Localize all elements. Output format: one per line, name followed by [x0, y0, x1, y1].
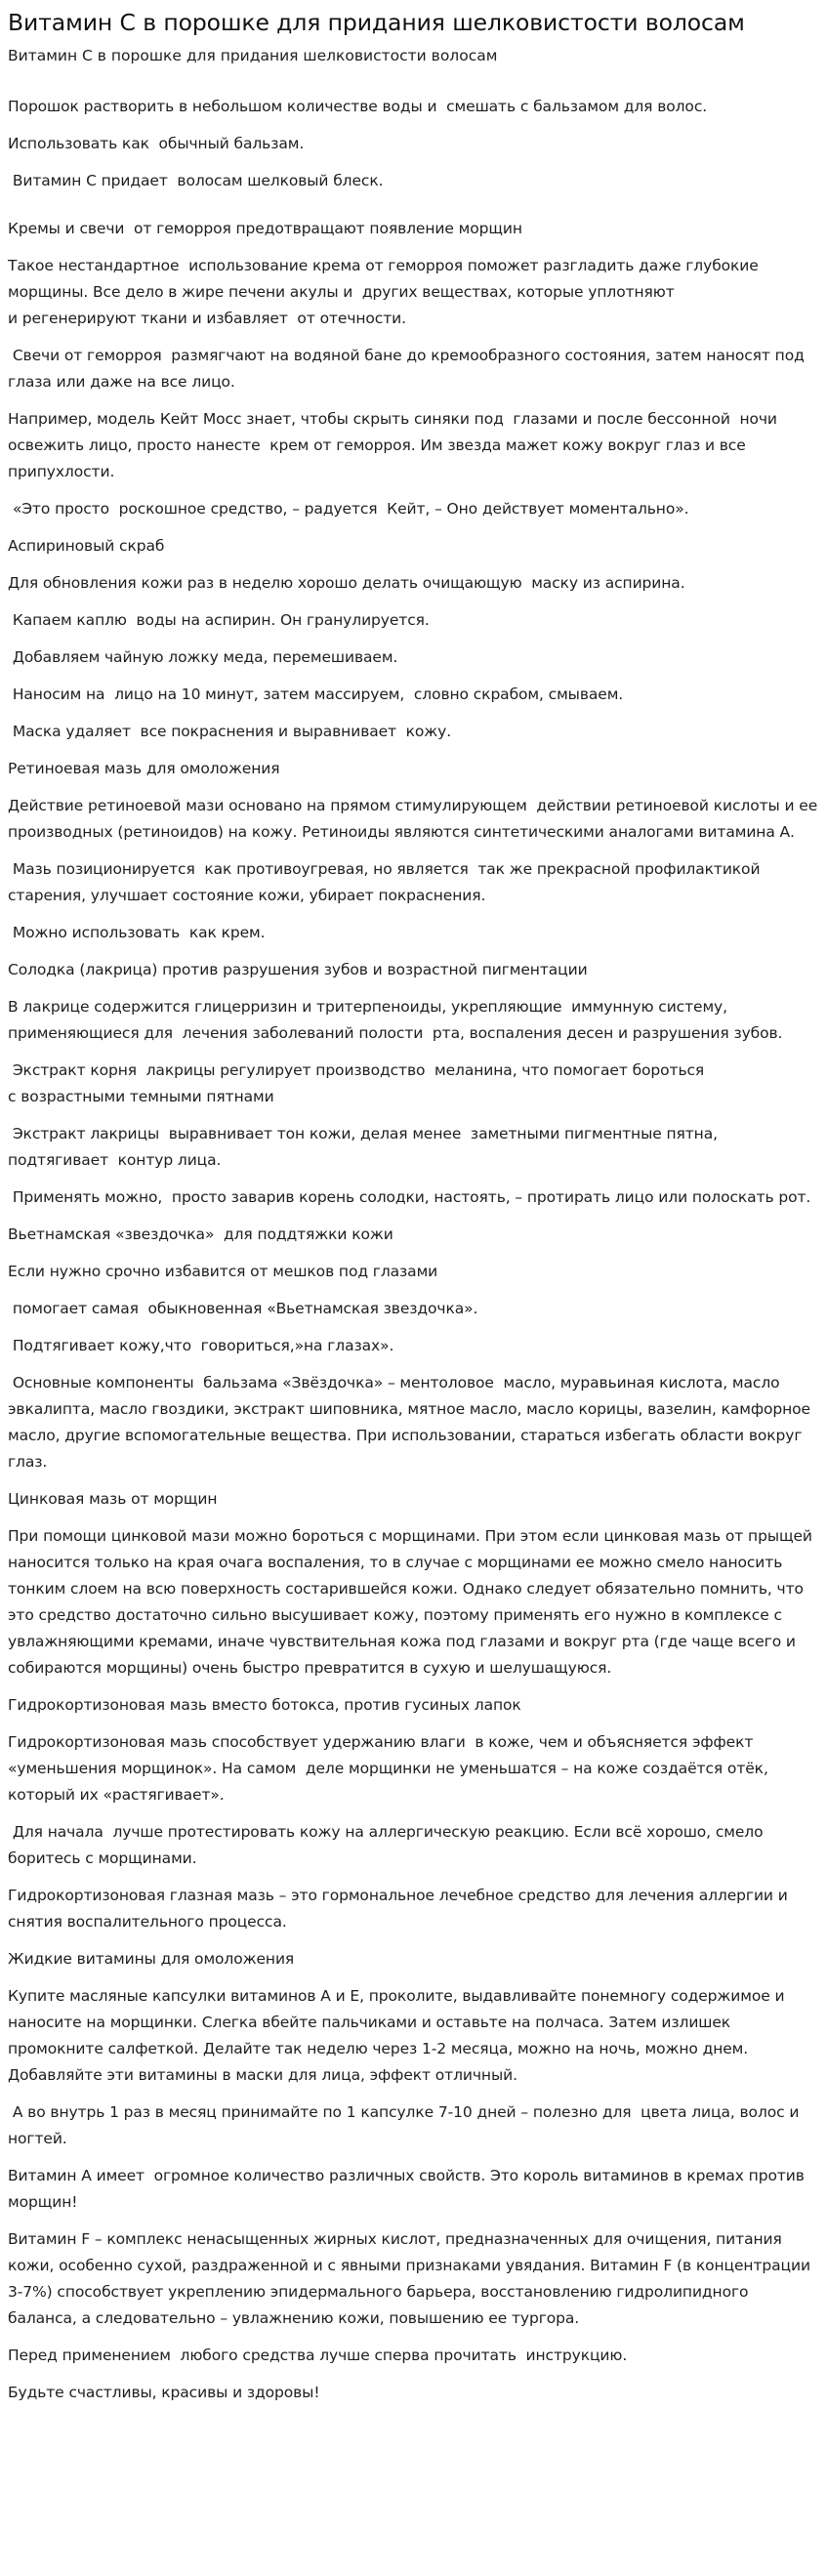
- article-paragraph: Например, модель Кейт Мосс знает, чтобы скрыть синяки под глазами и после бессонной ночи освежить лицо, просто нанесте крем от геморроя. Им звезда мажет кожу вокруг глаз и все припухлости.: [8, 410, 782, 480]
- article-paragraph: Наносим на лицо на 10 минут, затем массируем, словно скрабом, смываем.: [8, 686, 624, 703]
- article-paragraph: Купите масляные капсулки витаминов А и Е, проколите, выдавливайте понемногу содержимое и наносите на морщинки. Слегка вбейте пальчиками и оставьте на полчаса. Затем излишек промокните салфеткой. Делайте так неделю через 1-2 месяца, можно на ночь, можно днем. Добавляйте эти витамины в маски для лица, эффект отличный.: [8, 1987, 790, 2084]
- article-paragraph: Экстракт корня лакрицы регулирует производство меланина, что помогает бороться с возрастными темными пятнами: [8, 1061, 705, 1105]
- article-paragraph: Подтягивает кожу,что говориться,»на глазах».: [8, 1337, 394, 1354]
- article-paragraph: Такое нестандартное использование крема от геморроя поможет разгладить даже глубокие морщины. Все дело в жире печени акулы и других веществах, которые уплотняют и регенерируют ткани и избавляет от отечности.: [8, 257, 759, 327]
- article-paragraph: Маска удаляет все покраснения и выравнивает кожу.: [8, 723, 452, 740]
- article-paragraph: Кремы и свечи от геморроя предотвращают появление морщин: [8, 220, 522, 237]
- article-paragraph: Основные компоненты бальзама «Звёздочка» – ментоловое масло, муравьиная кислота, масло эвкалипта, масло гвоздики, экстракт шиповника, мятное масло, масло корицы, вазелин, камфорное масло, другие вспомогательные вещества. При использовании, стараться избегать области вокруг глаз.: [8, 1374, 815, 1471]
- article-paragraph: Можно использовать как крем.: [8, 924, 266, 941]
- article-paragraph: Жидкие витамины для омоложения: [8, 1950, 295, 1968]
- article-paragraph: Экстракт лакрицы выравнивает тон кожи, делая менее заметными пигментные пятна, подтягивает контур лица.: [8, 1125, 723, 1169]
- article-paragraph: Солодка (лакрица) против разрушения зубов и возрастной пигментации: [8, 961, 588, 978]
- article-paragraph: Гидрокортизоновая мазь вместо ботокса, против гусиных лапок: [8, 1696, 521, 1714]
- article-subtitle: Витамин С в порошке для придания шелковистости волосам: [8, 47, 498, 64]
- article-paragraph: Витамин F – комплекс ненасыщенных жирных кислот, предназначенных для очищения, питания кожи, особенно сухой, раздраженной и с явными признаками увядания. Витамин F (в концентрации 3-7%) способствует укреплению эпидермального барьера, восстановлению гидролипидного баланса, а следовательно – увлажнению кожи, повышению ее тургора.: [8, 2230, 815, 2327]
- article-paragraph: Будьте счастливы, красивы и здоровы!: [8, 2384, 320, 2401]
- article-paragraph: Цинковая мазь от морщин: [8, 1490, 218, 1508]
- article-paragraph: При помощи цинковой мази можно бороться с морщинами. При этом если цинковая мазь от прыщей наносится только на края очага воспаления, то в случае с морщинами ее можно смело наносить тонким слоем на всю поверхность состарившейся кожи. Однако следует обязательно помнить, что это средство достаточно сильно высушивает кожу, поэтому применять его нужно в комплексе с увлажняющими кремами, иначе чувствительная кожа под глазами и вокруг рта (где чаще всего и собираются морщины) очень быстро превратится в сухую и шелушащуюся.: [8, 1527, 817, 1677]
- article-paragraph: Действие ретиноевой мази основано на прямом стимулирующем действии ретиноевой кислоты и ее производных (ретиноидов) на кожу. Ретиноиды являются синтетическими аналогами витамина А.: [8, 797, 822, 841]
- article-paragraph: Ретиноевая мазь для омоложения: [8, 760, 280, 777]
- article-paragraph: Гидрокортизоновая мазь способствует удержанию влаги в коже, чем и объясняется эффект «уменьшения морщинок». На самом деле морщинки не уменьшатся – на коже создаётся отёк, который их «растягивает».: [8, 1733, 773, 1804]
- article-paragraph: Применять можно, просто заварив корень солодки, настоять, – протирать лицо или полоскать рот.: [8, 1188, 811, 1206]
- article-paragraph: Для начала лучше протестировать кожу на аллергическую реакцию. Если всё хорошо, смело боритесь с морщинами.: [8, 1823, 768, 1867]
- article-paragraph: В лакрице содержится глицерризин и тритерпеноиды, укрепляющие иммунную систему, применяющиеся для лечения заболеваний полости рта, воспаления десен и разрушения зубов.: [8, 998, 783, 1042]
- article-paragraph: Витамин С придает волосам шелковый блеск.: [8, 172, 384, 189]
- article-paragraph: помогает самая обыкновенная «Вьетнамская звездочка».: [8, 1300, 478, 1317]
- article-paragraph: Если нужно срочно избавится от мешков под глазами: [8, 1263, 438, 1280]
- article-paragraph: Аспириновый скраб: [8, 537, 165, 555]
- article-paragraph: Для обновления кожи раз в неделю хорошо делать очищающую маску из аспирина.: [8, 574, 685, 592]
- article-paragraph: Свечи от геморроя размягчают на водяной бане до кремообразного состояния, затем наносят под глаза или даже на все лицо.: [8, 347, 809, 391]
- article-paragraph: Мазь позиционируется как противоугревая, но является так же прекрасной профилактикой старения, улучшает состояние кожи, убирает покраснения.: [8, 860, 765, 904]
- article-paragraph: «Это просто роскошное средство, – радуется Кейт, – Оно действует моментально».: [8, 500, 689, 518]
- article-paragraph: Гидрокортизоновая глазная мазь – это гормональное лечебное средство для лечения аллергии и снятия воспалительного процесса.: [8, 1887, 793, 1931]
- page-title: Витамин С в порошке для придания шелковистости волосам: [8, 9, 745, 36]
- article-paragraph: Перед применением любого средства лучше сперва прочитать инструкцию.: [8, 2347, 628, 2364]
- article-paragraph: Использовать как обычный бальзам.: [8, 135, 305, 152]
- article-paragraph: Порошок растворить в небольшом количестве воды и смешать с бальзамом для волос.: [8, 98, 708, 115]
- article-body: [8, 94, 822, 2406]
- article-paragraph: Вьетнамская «звездочка» для поддтяжки кожи: [8, 1226, 393, 1243]
- article-paragraph: Капаем каплю воды на аспирин. Он гранулируется.: [8, 611, 430, 629]
- article-paragraph: А во внутрь 1 раз в месяц принимайте по 1 капсулке 7-10 дней – полезно для цвета лица, волос и ногтей.: [8, 2103, 805, 2147]
- article-paragraph: Витамин А имеет огромное количество различных свойств. Это король витаминов в кремах против морщин!: [8, 2167, 809, 2211]
- article-paragraph: Добавляем чайную ложку меда, перемешиваем.: [8, 648, 398, 666]
